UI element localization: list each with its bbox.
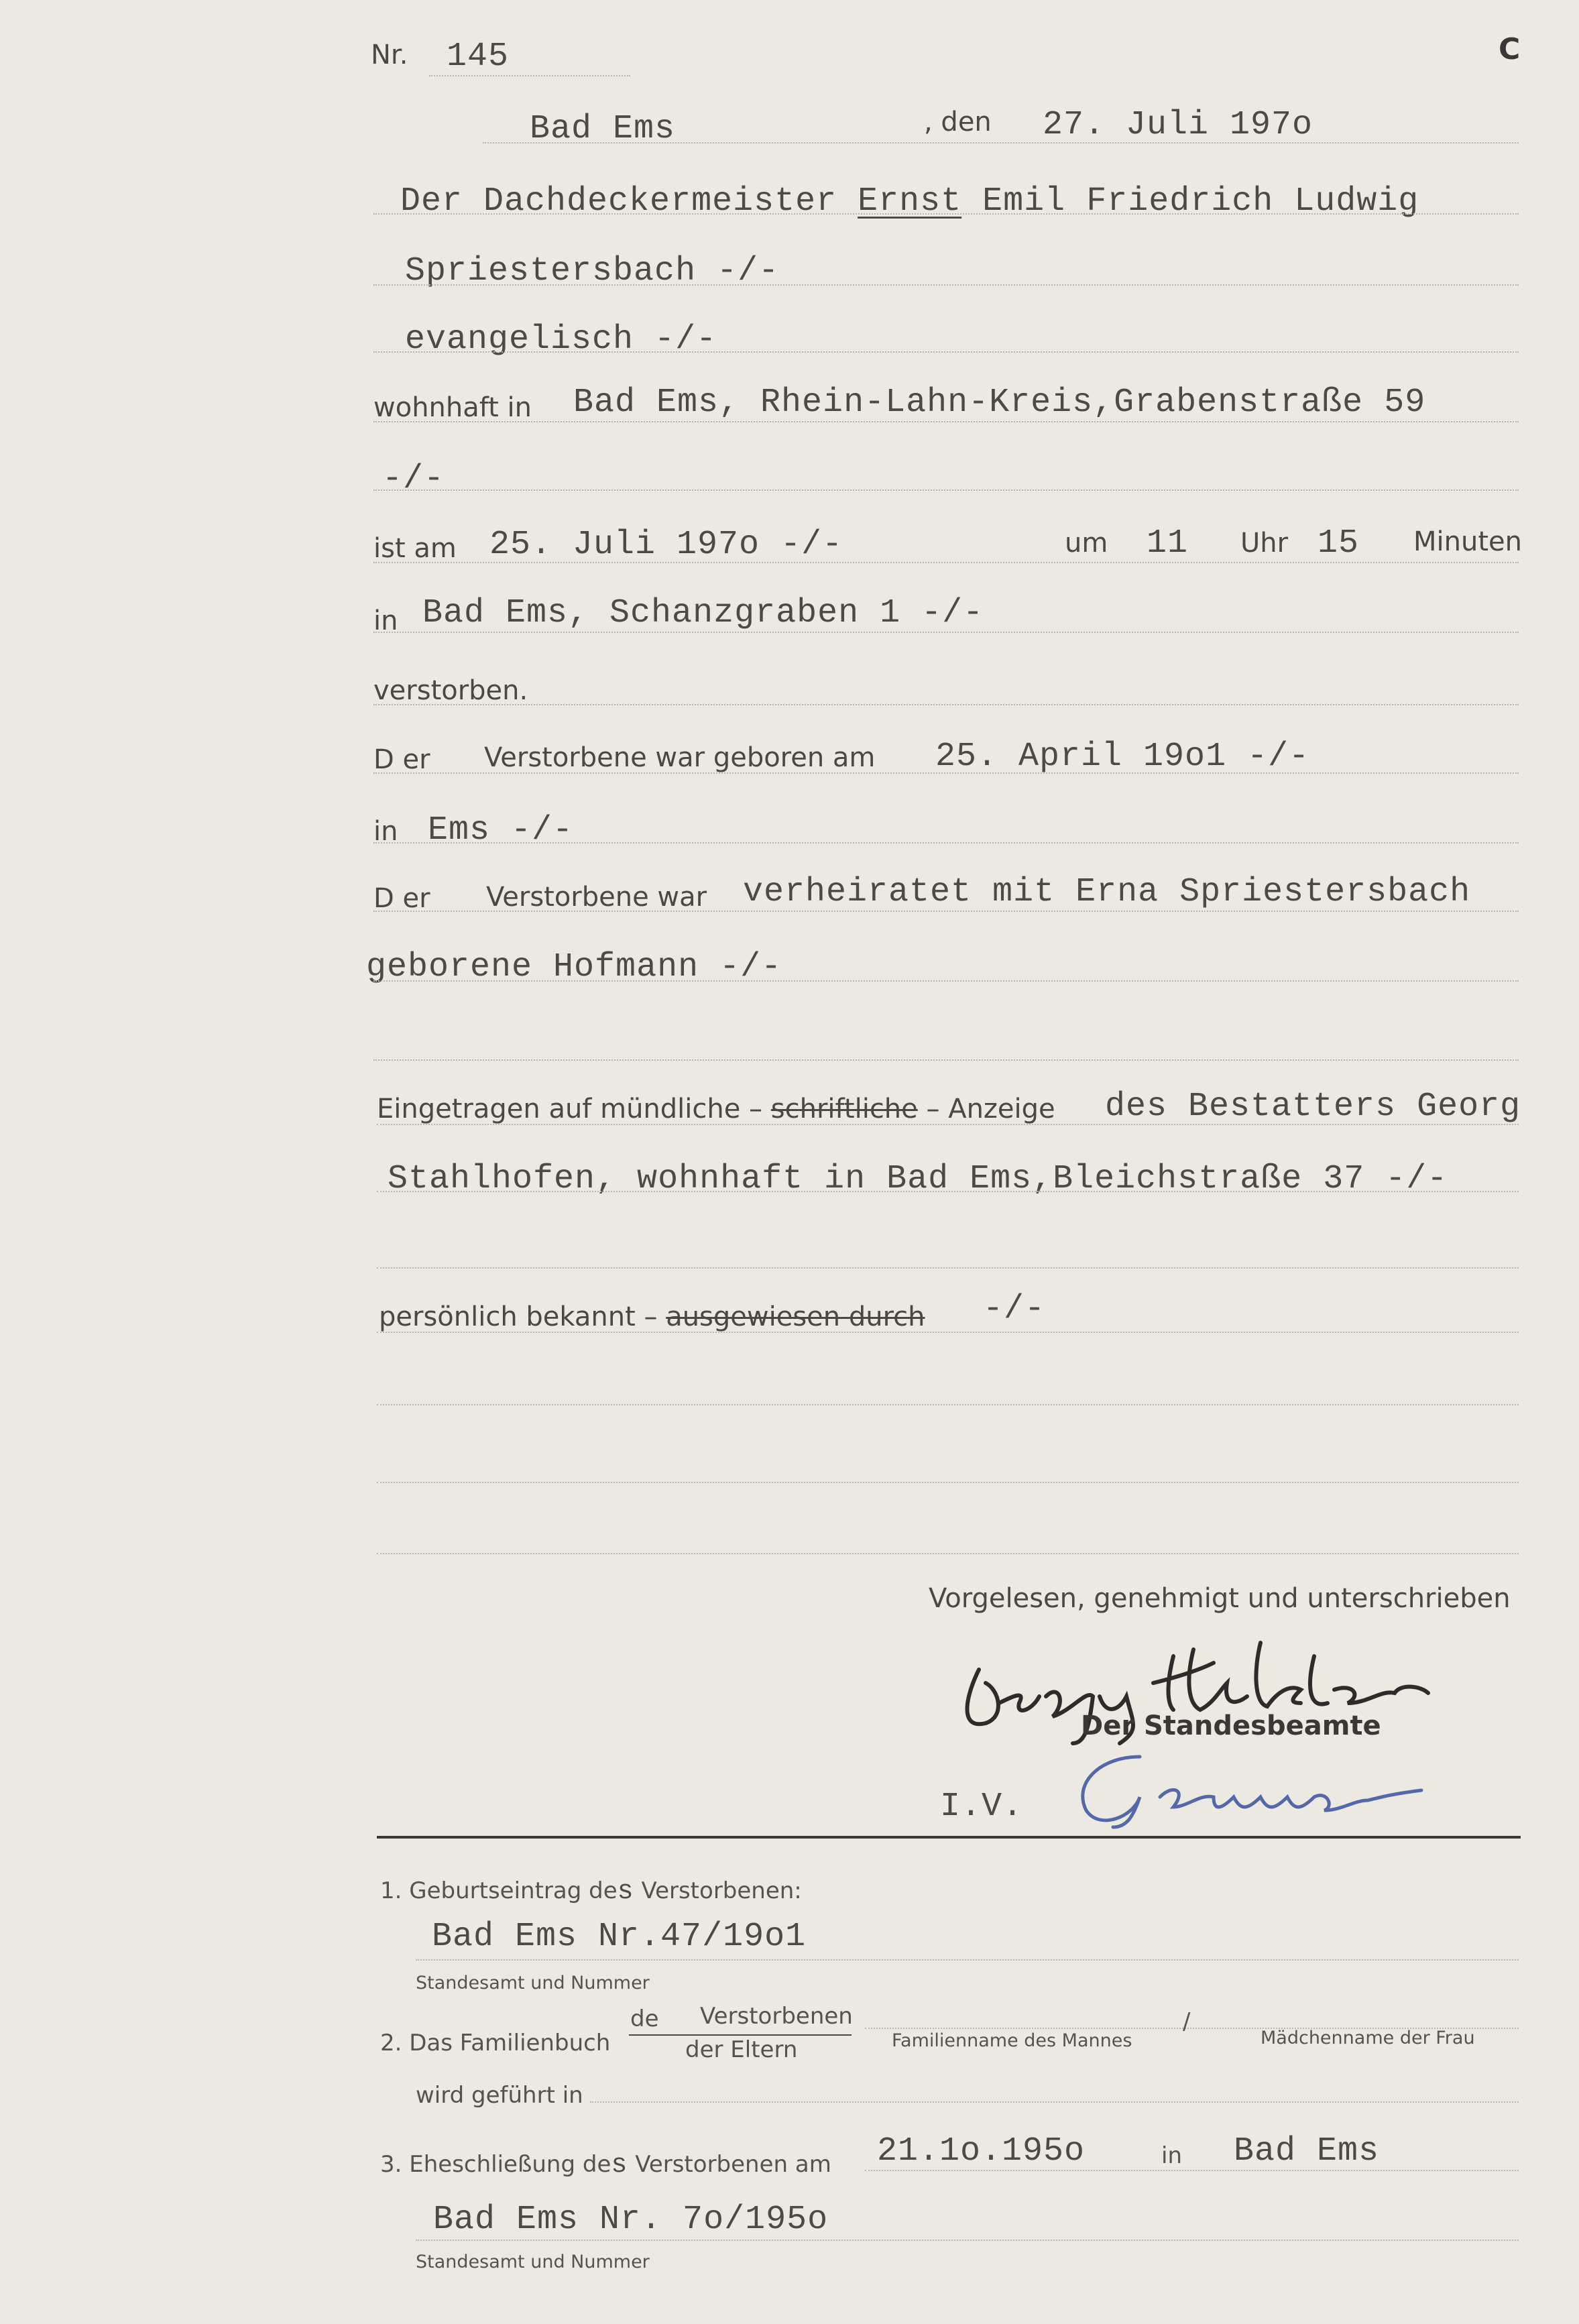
ist-am-label: ist am xyxy=(373,533,457,564)
verstorben-label: verstorben. xyxy=(373,675,528,706)
struck-ausgewiesen: ausgewiesen durch xyxy=(666,1301,925,1332)
item1-label: 1. Geburtseintrag des Verstorbenen: xyxy=(380,1877,802,1907)
informant: des Bestatters Georg xyxy=(1105,1088,1521,1126)
death-hour: 11 xyxy=(1147,524,1189,563)
item2-top-right: Verstorbenen xyxy=(700,2003,853,2030)
official-signature xyxy=(1059,1743,1435,1831)
standesamt-caption-1: Standesamt und Nummer xyxy=(416,1973,650,1993)
caption-slash: / xyxy=(1183,2008,1191,2035)
wird-label: wird geführt in xyxy=(416,2082,583,2109)
informant-continued: Stahlhofen, wohnhaft in Bad Ems,Bleichstraße 37 -/- xyxy=(388,1160,1448,1198)
marital-text-label: Verstorbene war xyxy=(486,882,707,913)
item2-bottom: der Eltern xyxy=(685,2036,798,2063)
item3-label: 3. Eheschließung des Verstorbenen am xyxy=(380,2150,831,2181)
rufname-underlined: Ernst xyxy=(858,182,962,221)
den-label: , den xyxy=(924,107,992,137)
uhr-label: Uhr xyxy=(1240,528,1289,559)
place-of-record: Bad Ems xyxy=(530,110,676,148)
marriage-date: 21.1o.195o xyxy=(877,2132,1086,2170)
eingetragen-label: Eingetragen auf mündliche – schriftliche – Anzeige xyxy=(377,1094,1055,1124)
birth-place: Ems -/- xyxy=(428,811,574,850)
birth-text-label: Verstorbene war geboren am xyxy=(484,742,876,773)
death-date: 25. Juli 197o -/- xyxy=(489,526,843,564)
item3-in-label: in xyxy=(1161,2142,1182,2169)
identity-value: -/- xyxy=(983,1290,1046,1328)
item3-value: Bad Ems Nr. 7o/195o xyxy=(433,2201,829,2239)
residence: Bad Ems, Rhein-Lahn-Kreis,Grabenstraße 59 xyxy=(573,384,1426,422)
nr-value: 145 xyxy=(447,38,510,76)
um-label: um xyxy=(1065,528,1108,559)
birth-in-label: in xyxy=(373,816,398,847)
person-line-1: Der Dachdeckermeister Ernst Emil Friedrich Ludwig xyxy=(400,182,1419,221)
maedchenname-caption: Mädchenname der Frau xyxy=(1261,2028,1475,2048)
spouse-birth-name: geborene Hofmann -/- xyxy=(366,948,782,986)
record-date: 27. Juli 197o xyxy=(1043,106,1313,144)
marital-der-label: D er xyxy=(373,883,430,914)
identity-label: persönlich bekannt – ausgewiesen durch xyxy=(379,1301,925,1332)
standesbeamte-label: Der Standesbeamte xyxy=(1081,1710,1381,1741)
marriage-place: Bad Ems xyxy=(1234,2132,1380,2170)
standesamt-caption-2: Standesamt und Nummer xyxy=(416,2252,650,2272)
vorgelesen-line: Vorgelesen, genehmigt und unterschrieben xyxy=(929,1583,1511,1614)
iv-label: I.V. xyxy=(940,1788,1024,1826)
item2-top: de xyxy=(630,2006,659,2032)
wohnhaft-label: wohnhaft in xyxy=(373,392,532,423)
birth-date: 25. April 19o1 -/- xyxy=(935,738,1310,776)
birth-der-label: D er xyxy=(373,744,430,775)
death-minute: 15 xyxy=(1318,524,1360,563)
minuten-label: Minuten xyxy=(1413,526,1522,557)
item1-value: Bad Ems Nr.47/19o1 xyxy=(432,1918,807,1956)
marital-status: verheiratet mit Erna Spriestersbach xyxy=(743,873,1471,911)
residence-continued: -/- xyxy=(382,460,445,498)
familienname-caption: Familienname des Mannes xyxy=(892,2030,1132,2051)
death-place: Bad Ems, Schanzgraben 1 -/- xyxy=(422,594,984,632)
religion: evangelisch -/- xyxy=(405,321,717,359)
struck-schriftliche: schriftliche xyxy=(770,1094,918,1124)
item2-label: 2. Das Familienbuch xyxy=(380,2030,611,2056)
death-in-label: in xyxy=(373,605,398,636)
corner-mark: C xyxy=(1499,32,1521,66)
person-surname: Spriestersbach -/- xyxy=(405,252,780,290)
nr-label: Nr. xyxy=(371,40,408,70)
